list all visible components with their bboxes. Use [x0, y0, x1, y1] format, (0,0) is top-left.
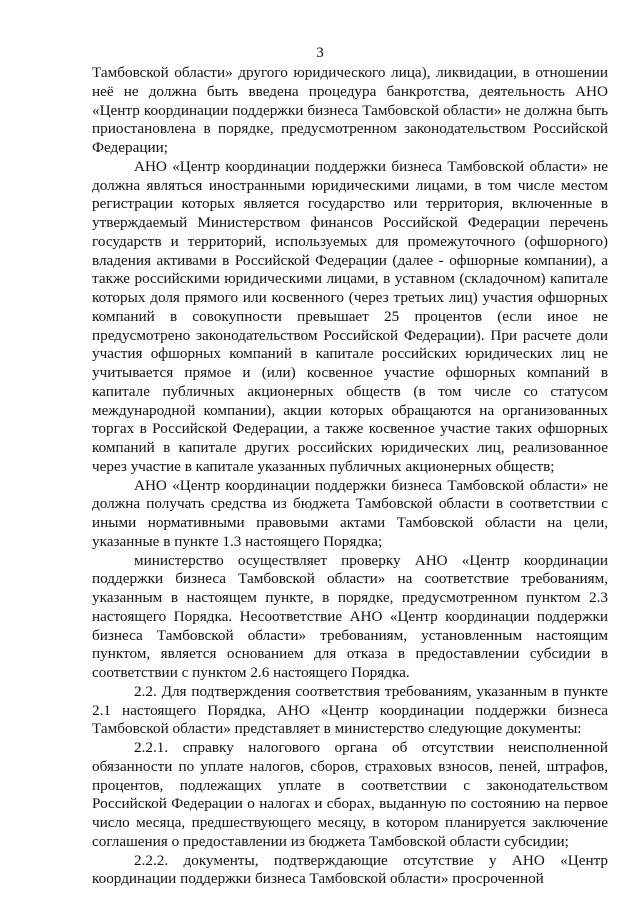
- document-body: [92, 64, 608, 889]
- paragraph-budget-funds-requirement: АНО «Центр координации поддержки бизнеса Тамбовской области» не должна получать средства из бюджета Тамбовской области в соответствии с иными нормативными правовыми актами Тамбовской области на цели, указанные в пункте 1.3 настоящего Порядка;: [92, 476, 608, 550]
- paragraph-continuation-liquidation: Тамбовской области» другого юридического лица), ликвидации, в отношении неё не должна быть введена процедура банкротства, деятельность АНО «Центр координации поддержки бизнеса Тамбовской области» не должна быть приостановлена в порядке, предусмотренном законодательством Российской Федерации;: [92, 64, 608, 156]
- paragraph-section-2-2: 2.2. Для подтверждения соответствия требованиям, указанным в пункте 2.1 настоящего Порядка, АНО «Центр координации поддержки бизнеса Тамбовской области» представляет в министерство следующие документы:: [92, 682, 608, 738]
- page-number: 3: [316, 45, 324, 61]
- paragraph-section-2-2-1: 2.2.1. справку налогового органа об отсутствии неисполненной обязанности по уплате налогов, сборов, страховых взносов, пеней, штрафов, процентов, подлежащих уплате в соответствии с законодательством Российской Федерации о налогах и сборах, выданную по состоянию на первое число месяца, предшествующего месяцу, в котором планируется заключение соглашения о предоставлении из бюджета Тамбовской области субсидии;: [92, 739, 608, 850]
- paragraph-offshore-requirement: АНО «Центр координации поддержки бизнеса Тамбовской области» не должна являться иностранными юридическими лицами, в том числе местом регистрации которых является государство или территория, включенные в утверждаемый Министерством финансов Российской Федерации перечень государств и территорий, используемых для промежуточного (офшорного) владения активами в Российской Федерации (далее - офшорные компании), а также российскими юридическими лицами, в уставном (складочном) капитале которых доля прямого или косвенного (через третьих лиц) участия офшорных компаний в совокупности превышает 25 процентов (если иное не предусмотрено законодательством Российской Федерации). При расчете доли участия офшорных компаний в капитале российских юридических лиц не учитывается прямое и (или) косвенное участие офшорных компаний в капитале публичных акционерных обществ (в том числе со статусом международной компании), акции которых обращаются на организованных торгах в Российской Федерации, а также косвенное участие таких офшорных компаний в капитале других российских юридических лиц, реализованное через участие в капитале указанных публичных акционерных обществ;: [92, 157, 608, 475]
- paragraph-ministry-verification: министерство осуществляет проверку АНО «Центр координации поддержки бизнеса Тамбовской области» на соответствие требованиям, указанным в настоящем пункте, в порядке, предусмотренном пунктом 2.3 настоящего Порядка. Несоответствие АНО «Центр координации поддержки бизнеса Тамбовской области» требованиям, установленным настоящим пунктом, является основанием для отказа в предоставлении субсидии в соответствии с пунктом 2.6 настоящего Порядка.: [92, 551, 608, 681]
- paragraph-section-2-2-2: 2.2.2. документы, подтверждающие отсутствие у АНО «Центр координации поддержки бизнеса Тамбовской области» просроченной: [92, 851, 608, 888]
